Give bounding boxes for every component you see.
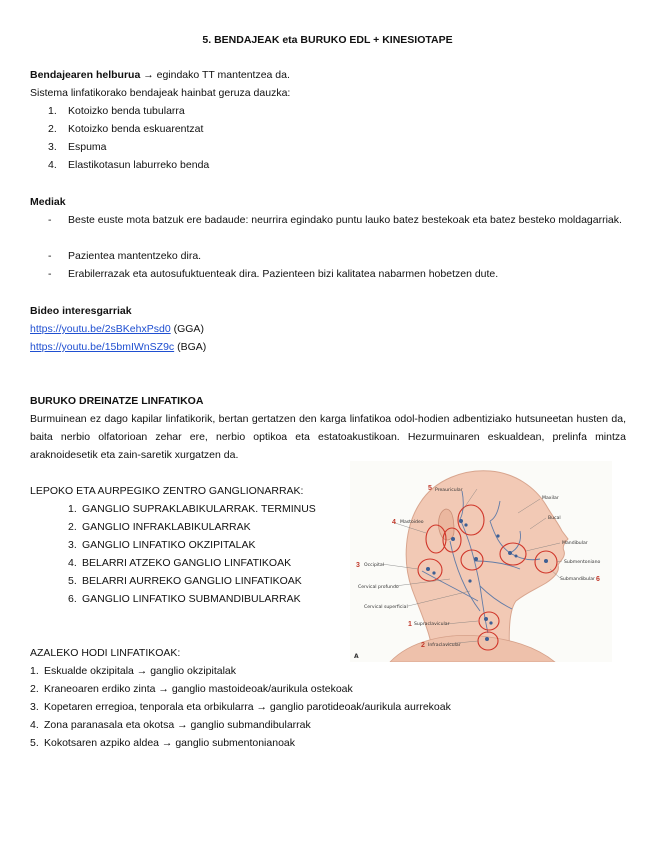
section-paragraph: Burmuinean ez dago kapilar linfatikorik, bertan gertatzen den karga linfatikoa odol-hodien adbentiziako hutsuneetan husten da, baita nerbio olfatorioan zehar ere, nerbio optikoa eta estatoakustikoan. Hezurmuinaren eskualdean, prelinfa mintza araknoidesetik eta zain-saretik xurgatzen da. [30,413,626,461]
node-number-2: 2 [421,642,425,649]
video-line: https://youtu.be/2sBKehxPsd0 (GGA) [30,323,204,335]
lymph-nodes-illustration [350,461,612,662]
video-heading: Bideo interesgarriak [30,305,132,317]
node-number-3: 3 [356,562,360,569]
bullet-item: - Beste euste mota batzuk ere badaude: neurrira egindako puntu lauko batez bestekoak eta batez besteko moldagarriak. [48,214,622,226]
lymph-nodes-figure [350,461,612,662]
label-mastoid: Mastoideo [400,520,424,525]
label-preauricular: Preauricular [435,488,463,493]
node-number-6: 6 [596,576,600,583]
list-item: 4. BELARRI ATZEKO GANGLIO LINFATIKOAK [68,557,292,569]
list-item: 6. GANGLIO LINFATIKO SUBMANDIBULARRAK [68,593,301,605]
video-line: https://youtu.be/15bmIWnSZ9c (BGA) [30,341,207,353]
video-link-bga[interactable]: https://youtu.be/15bmIWnSZ9c [30,341,175,353]
list-item: 1. GANGLIO SUPRAKLABIKULARRAK. TERMINUS [68,503,316,515]
label-cervical-superficial: Cervical superficial [364,605,408,610]
layers-intro: Sistema linfatikorako bendajeak hainbat geruza dauzka: [30,87,291,99]
list-item: 3. GANGLIO LINFATIKO OKZIPITALAK [68,539,256,551]
list-item: 2. GANGLIO INFRAKLABIKULARRAK [68,521,251,533]
goal-line [30,66,290,84]
list-item: 1. Kotoizko benda tubularra [48,105,185,117]
page-title: 5. BENDAJEAK eta BURUKO EDL + KINESIOTAPE [202,34,453,46]
goal-label: Bendajearen helburua [30,69,141,81]
goal-text: → egindako TT mantentzea da. [140,69,290,81]
list-item: 5. Kokotsaren azpiko aldea → ganglio submentonianoak [30,737,296,749]
list-item: 4. Elastikotasun laburreko benda [48,159,210,171]
list-item: 5. BELARRI AURREKO GANGLIO LINFATIKOAK [68,575,302,587]
label-bucal: Bucal [548,516,561,521]
bullet-item: - Pazientea mantentzeko dira. [48,250,202,262]
node-number-4: 4 [392,519,396,526]
label-submandibular: Submandibular [560,577,595,582]
label-occipital: Occipital [364,563,385,568]
list-item: 2. Kraneoaren erdiko zinta → ganglio mastoideoak/aurikula ostekoak [30,683,353,695]
list-item: 3. Kopetaren erregioa, tenporala eta orbikularra → ganglio parotideoak/aurikula aurrekoak [30,701,451,713]
mediak-heading: Mediak [30,196,66,208]
list-item: 1. Eskualde okzipitala → ganglio okzipitalak [30,665,237,677]
label-submentoniano: Submentoniano [564,560,601,565]
list-item: 2. Kotoizko benda eskuarentzat [48,123,204,135]
label-cervical-profundo: Cervical profundo [358,585,399,590]
label-mandibular: Mandibular [562,541,588,546]
hodi-heading: AZALEKO HODI LINFATIKOAK: [30,647,181,659]
node-number-1: 1 [408,621,412,628]
label-supraclavicular: Supraclavicular [414,622,450,627]
label-maxilar: Maxilar [542,496,559,501]
ganglio-heading: LEPOKO ETA AURPEGIKO ZENTRO GANGLIONARRAK: [30,485,304,497]
video-link-gga[interactable]: https://youtu.be/2sBKehxPsd0 [30,323,171,335]
bullet-item: - Erabilerrazak eta autosufuktuenteak dira. Pazienteen bizi kalitatea nabarmen hobetzen dute. [48,268,499,280]
panel-label: A [354,653,359,660]
label-infraclavicular: Infraclavicular [428,643,461,648]
section-heading: BURUKO DREINATZE LINFATIKOA [30,395,204,407]
node-number-5: 5 [428,485,432,492]
list-item: 3. Espuma [48,141,107,153]
list-item: 4. Zona paranasala eta okotsa → ganglio submandibularrak [30,719,311,731]
